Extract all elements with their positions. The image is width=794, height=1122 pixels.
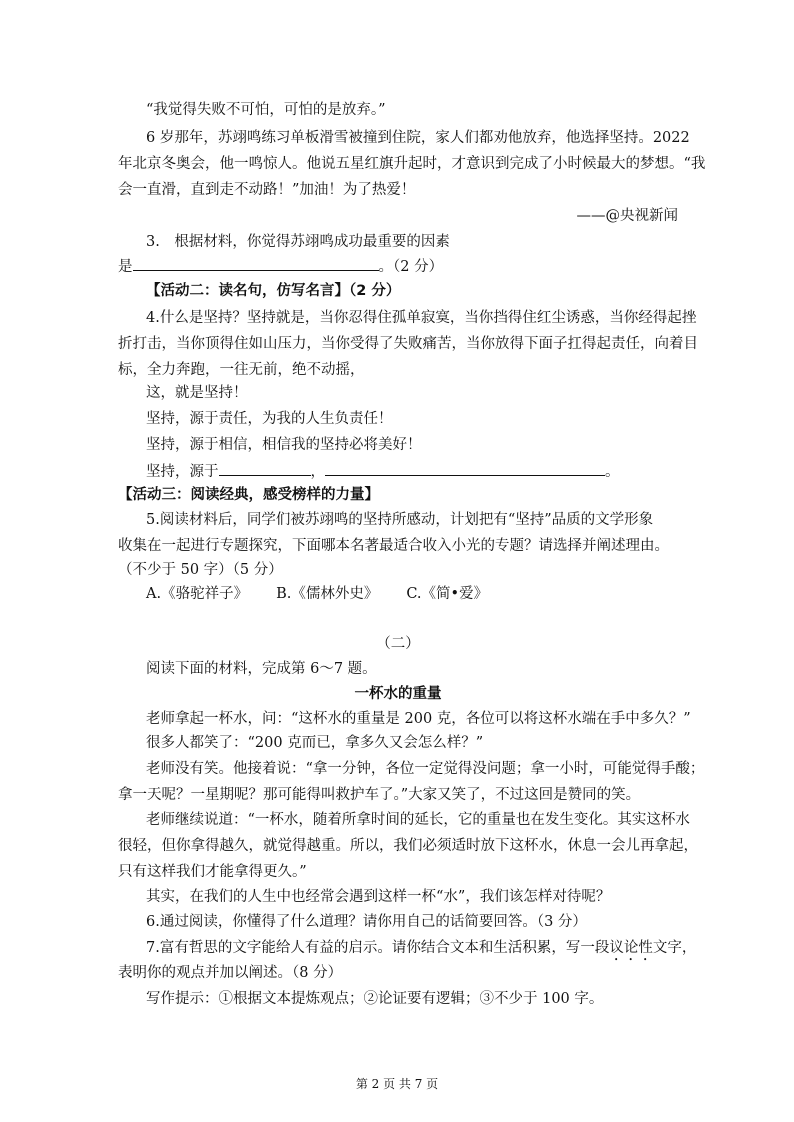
answer-blank-q3[interactable] bbox=[133, 256, 379, 271]
activity-2-heading bbox=[146, 281, 678, 301]
passage-title: 一杯水的重量 bbox=[354, 686, 442, 702]
story-line-1: 6 岁那年，苏翊鸣练习单板滑雪被撞到住院，家人们都劝他放弃，他选择坚持。2022 bbox=[146, 130, 690, 146]
question-3-prefix: 是 bbox=[118, 259, 133, 275]
story-source: ——@央视新闻 bbox=[576, 208, 678, 224]
passage-paragraph-4-line-1: 老师继续说道：“一杯水，随着所拿时间的延长，它的重量也在发生变化。其实这杯水 bbox=[146, 812, 690, 828]
passage-paragraph-3-line-2: 拿一天呢？一星期呢？那可能得叫救护车了。”大家又笑了，不过这回是赞同的笑。 bbox=[118, 787, 641, 803]
quote-line: “我觉得失败不可怕，可怕的是放弃。” bbox=[146, 102, 386, 118]
question-7-text-a: 7.富有哲思的文字能给人有益的启示。请你结合文本和生活积累，写一段 bbox=[146, 940, 610, 956]
question-3-score: 。（2 分） bbox=[378, 259, 444, 275]
activity-2-score: （2 分） bbox=[349, 283, 401, 299]
section-2-heading: （二） bbox=[376, 636, 420, 652]
question-5-line-1: 5.阅读材料后，同学们被苏翊鸣的坚持所感动，计划把有“坚持”品质的文学形象 bbox=[146, 512, 654, 528]
passage-paragraph-4-line-3: 只有这样我们才能拿得更久。” bbox=[118, 864, 307, 880]
question-7-emphasis: 议论性 bbox=[609, 940, 653, 956]
activity-2-title: 【活动二：读名句，仿写名言】 bbox=[146, 283, 349, 299]
question-3-line-1: 3. 根据材料，你觉得苏翊鸣成功最重要的因素 bbox=[146, 234, 450, 250]
option-c[interactable]: C.《简•爱》 bbox=[406, 586, 489, 602]
question-3-line-2 bbox=[118, 256, 678, 277]
question-4-line-6: 坚持，源于相信，相信我的坚持必将美好！ bbox=[146, 437, 422, 453]
passage-paragraph-5: 其实，在我们的人生中也经常会遇到这样一杯“水”，我们该怎样对待呢？ bbox=[146, 889, 611, 905]
option-a[interactable]: A.《骆驼祥子》 bbox=[146, 586, 249, 602]
page-footer: 第 2 页 共 7 页 bbox=[355, 1077, 439, 1091]
option-b[interactable]: B.《儒林外史》 bbox=[276, 586, 379, 602]
question-4-period: 。 bbox=[605, 464, 620, 480]
question-7-line-1 bbox=[146, 938, 697, 964]
passage-paragraph-3-line-1: 老师没有笑。他接着说：“拿一分钟，各位一定觉得没问题；拿一小时，可能觉得手酸； bbox=[146, 761, 705, 777]
question-5-options bbox=[146, 584, 678, 604]
question-4-prefix: 坚持，源于 bbox=[146, 464, 219, 480]
passage-paragraph-2: 很多人都笑了：“200 克而已，拿多久又会怎么样？” bbox=[146, 735, 484, 751]
question-4-line-5: 坚持，源于责任，为我的人生负责任！ bbox=[146, 411, 393, 427]
story-line-3: 会一直滑，直到走不动路！”加油！为了热爱！ bbox=[118, 182, 416, 198]
activity-3-title: 【活动三：阅读经典，感受榜样的力量】 bbox=[118, 487, 379, 503]
question-5-line-2: 收集在一起进行专题探究，下面哪本名著最适合收入小光的专题？请选择并阐述理由。 bbox=[118, 538, 669, 554]
question-4-line-4: 这，就是坚持！ bbox=[146, 385, 248, 401]
passage-paragraph-4-line-2: 很轻，但你拿得越久，就觉得越重。所以，我们必须适时放下这杯水，休息一会儿再拿起， bbox=[118, 838, 698, 854]
question-7-text-c: 文字， bbox=[652, 940, 697, 956]
passage-paragraph-1: 老师拿起一杯水，问：“这杯水的重量是 200 克，各位可以将这杯水端在手中多久？” bbox=[146, 711, 691, 727]
question-4-line-1: 4.什么是坚持？坚持就是，当你忍得住孤单寂寞，当你挡得住红尘诱惑，当你经得起挫 bbox=[146, 310, 697, 326]
question-4-line-3: 标，全力奔跑，一往无前，绝不动摇， bbox=[118, 362, 365, 378]
question-5-line-3: （不少于 50 字）（5 分） bbox=[118, 562, 283, 578]
question-4-line-2: 折打击，当你顶得住如山压力，当你受得了失败痛苦，当你放得下面子扛得起责任，向着目 bbox=[118, 336, 698, 352]
writing-hint: 写作提示：①根据文本提炼观点；②论证要有逻辑；③不少于 100 字。 bbox=[146, 991, 604, 1007]
question-4-line-7 bbox=[146, 461, 678, 482]
section-2-intro: 阅读下面的材料，完成第 6～7 题。 bbox=[146, 661, 377, 677]
question-7-line-2: 表明你的观点并加以阐述。（8 分） bbox=[118, 965, 343, 981]
activity-3-heading bbox=[118, 485, 678, 505]
answer-blank-q4-1[interactable] bbox=[219, 461, 311, 476]
question-4-comma: ， bbox=[310, 464, 325, 480]
story-line-2: 年北京冬奥会，他一鸣惊人。他说五星红旗升起时，才意识到完成了小时候最大的梦想。“我 bbox=[118, 156, 706, 172]
question-6: 6.通过阅读，你懂得了什么道理？请你用自己的话简要回答。（3 分） bbox=[146, 914, 587, 930]
answer-blank-q4-2[interactable] bbox=[325, 461, 605, 476]
